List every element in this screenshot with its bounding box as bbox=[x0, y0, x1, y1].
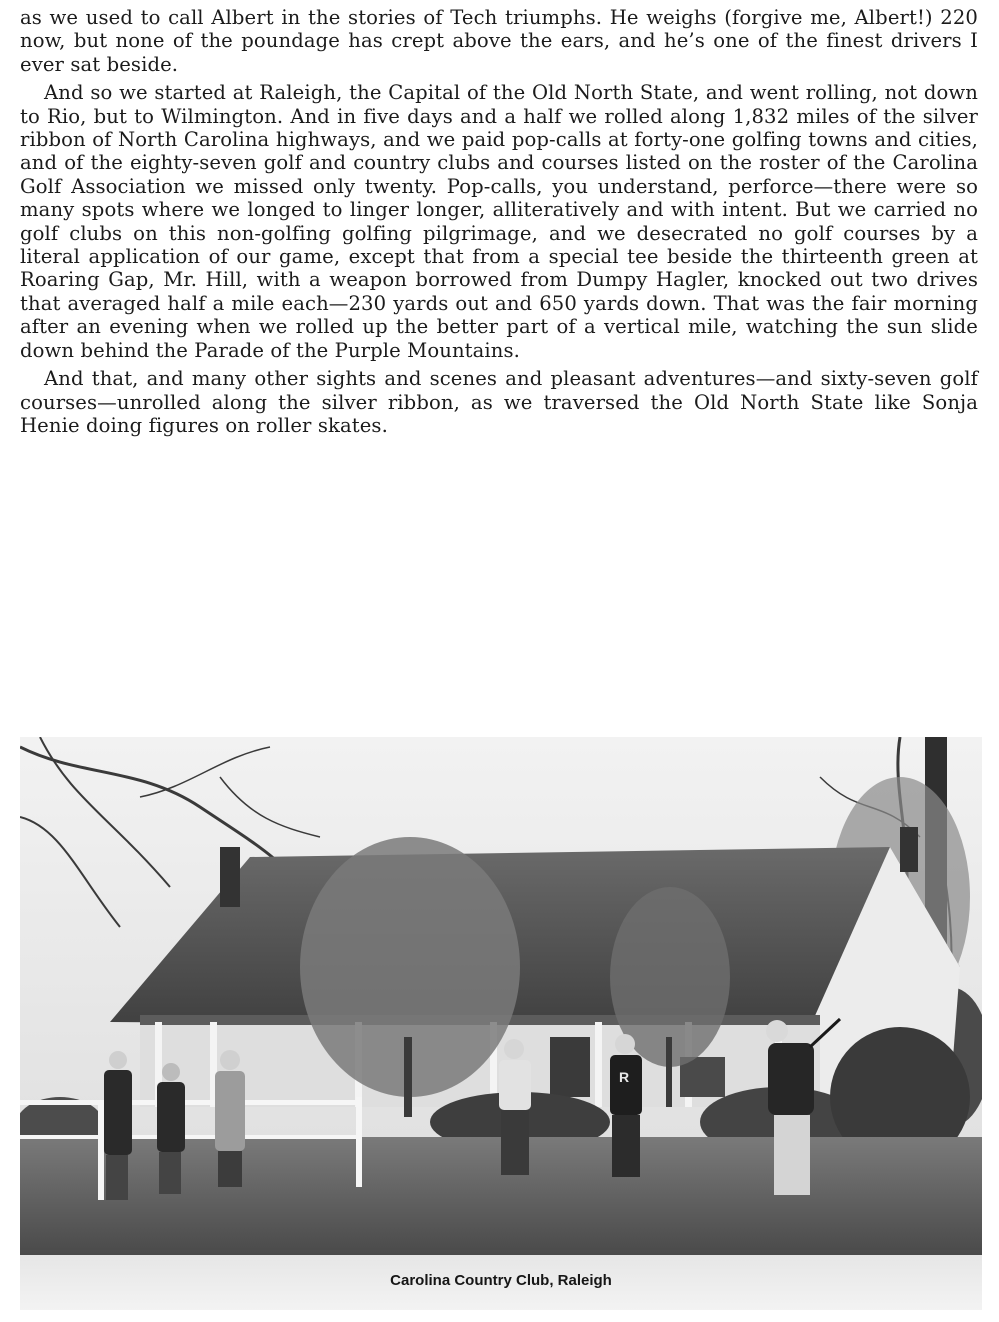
svg-text:R: R bbox=[619, 1069, 630, 1085]
paragraph-1: as we used to call Albert in the stories of Tech triumphs. He weighs (forgive me, Albert!) 220 now, but none of the poundage has crept above the ears, and he’s one of the finest drivers I ever sat beside. bbox=[20, 6, 978, 76]
paragraph-3: And that, and many other sights and scenes and pleasant adventures—and sixty-seven golf courses—unrolled along the silver ribbon, as we traversed the Old North State like Sonja Henie doing figures on roller skates. bbox=[20, 367, 978, 437]
article-text bbox=[20, 6, 978, 437]
figure-caption: Carolina Country Club, Raleigh bbox=[390, 1272, 612, 1289]
figure bbox=[20, 737, 982, 1310]
paragraph-2: And so we started at Raleigh, the Capital of the Old North State, and went rolling, not down to Rio, but to Wilmington. And in five days and a half we rolled along 1,832 miles of the silver ribbon of North Carolina highways, and we paid pop-calls at forty-one golfing towns and cities, and of the eighty-seven golf and country clubs and courses listed on the roster of the Carolina Golf Association we missed only twenty. Pop-calls, you understand, perforce—there were so many spots where we longed to linger longer, alliteratively and with intent. But we carried no golf clubs on this non-golfing golfing pilgrimage, and we desecrated no golf courses by a literal application of our game, except that from a special tee beside the thirteenth green at Roaring Gap, Mr. Hill, with a weapon borrowed from Dumpy Hagler, knocked out two drives that averaged half a mile each—230 yards out and 650 yards down. That was the fair morning after an evening when we rolled up the better part of a vertical mile, watching the sun slide down behind the Parade of the Purple Mountains. bbox=[20, 81, 978, 362]
clubhouse-photo bbox=[20, 737, 982, 1255]
caption-band bbox=[20, 1255, 982, 1310]
